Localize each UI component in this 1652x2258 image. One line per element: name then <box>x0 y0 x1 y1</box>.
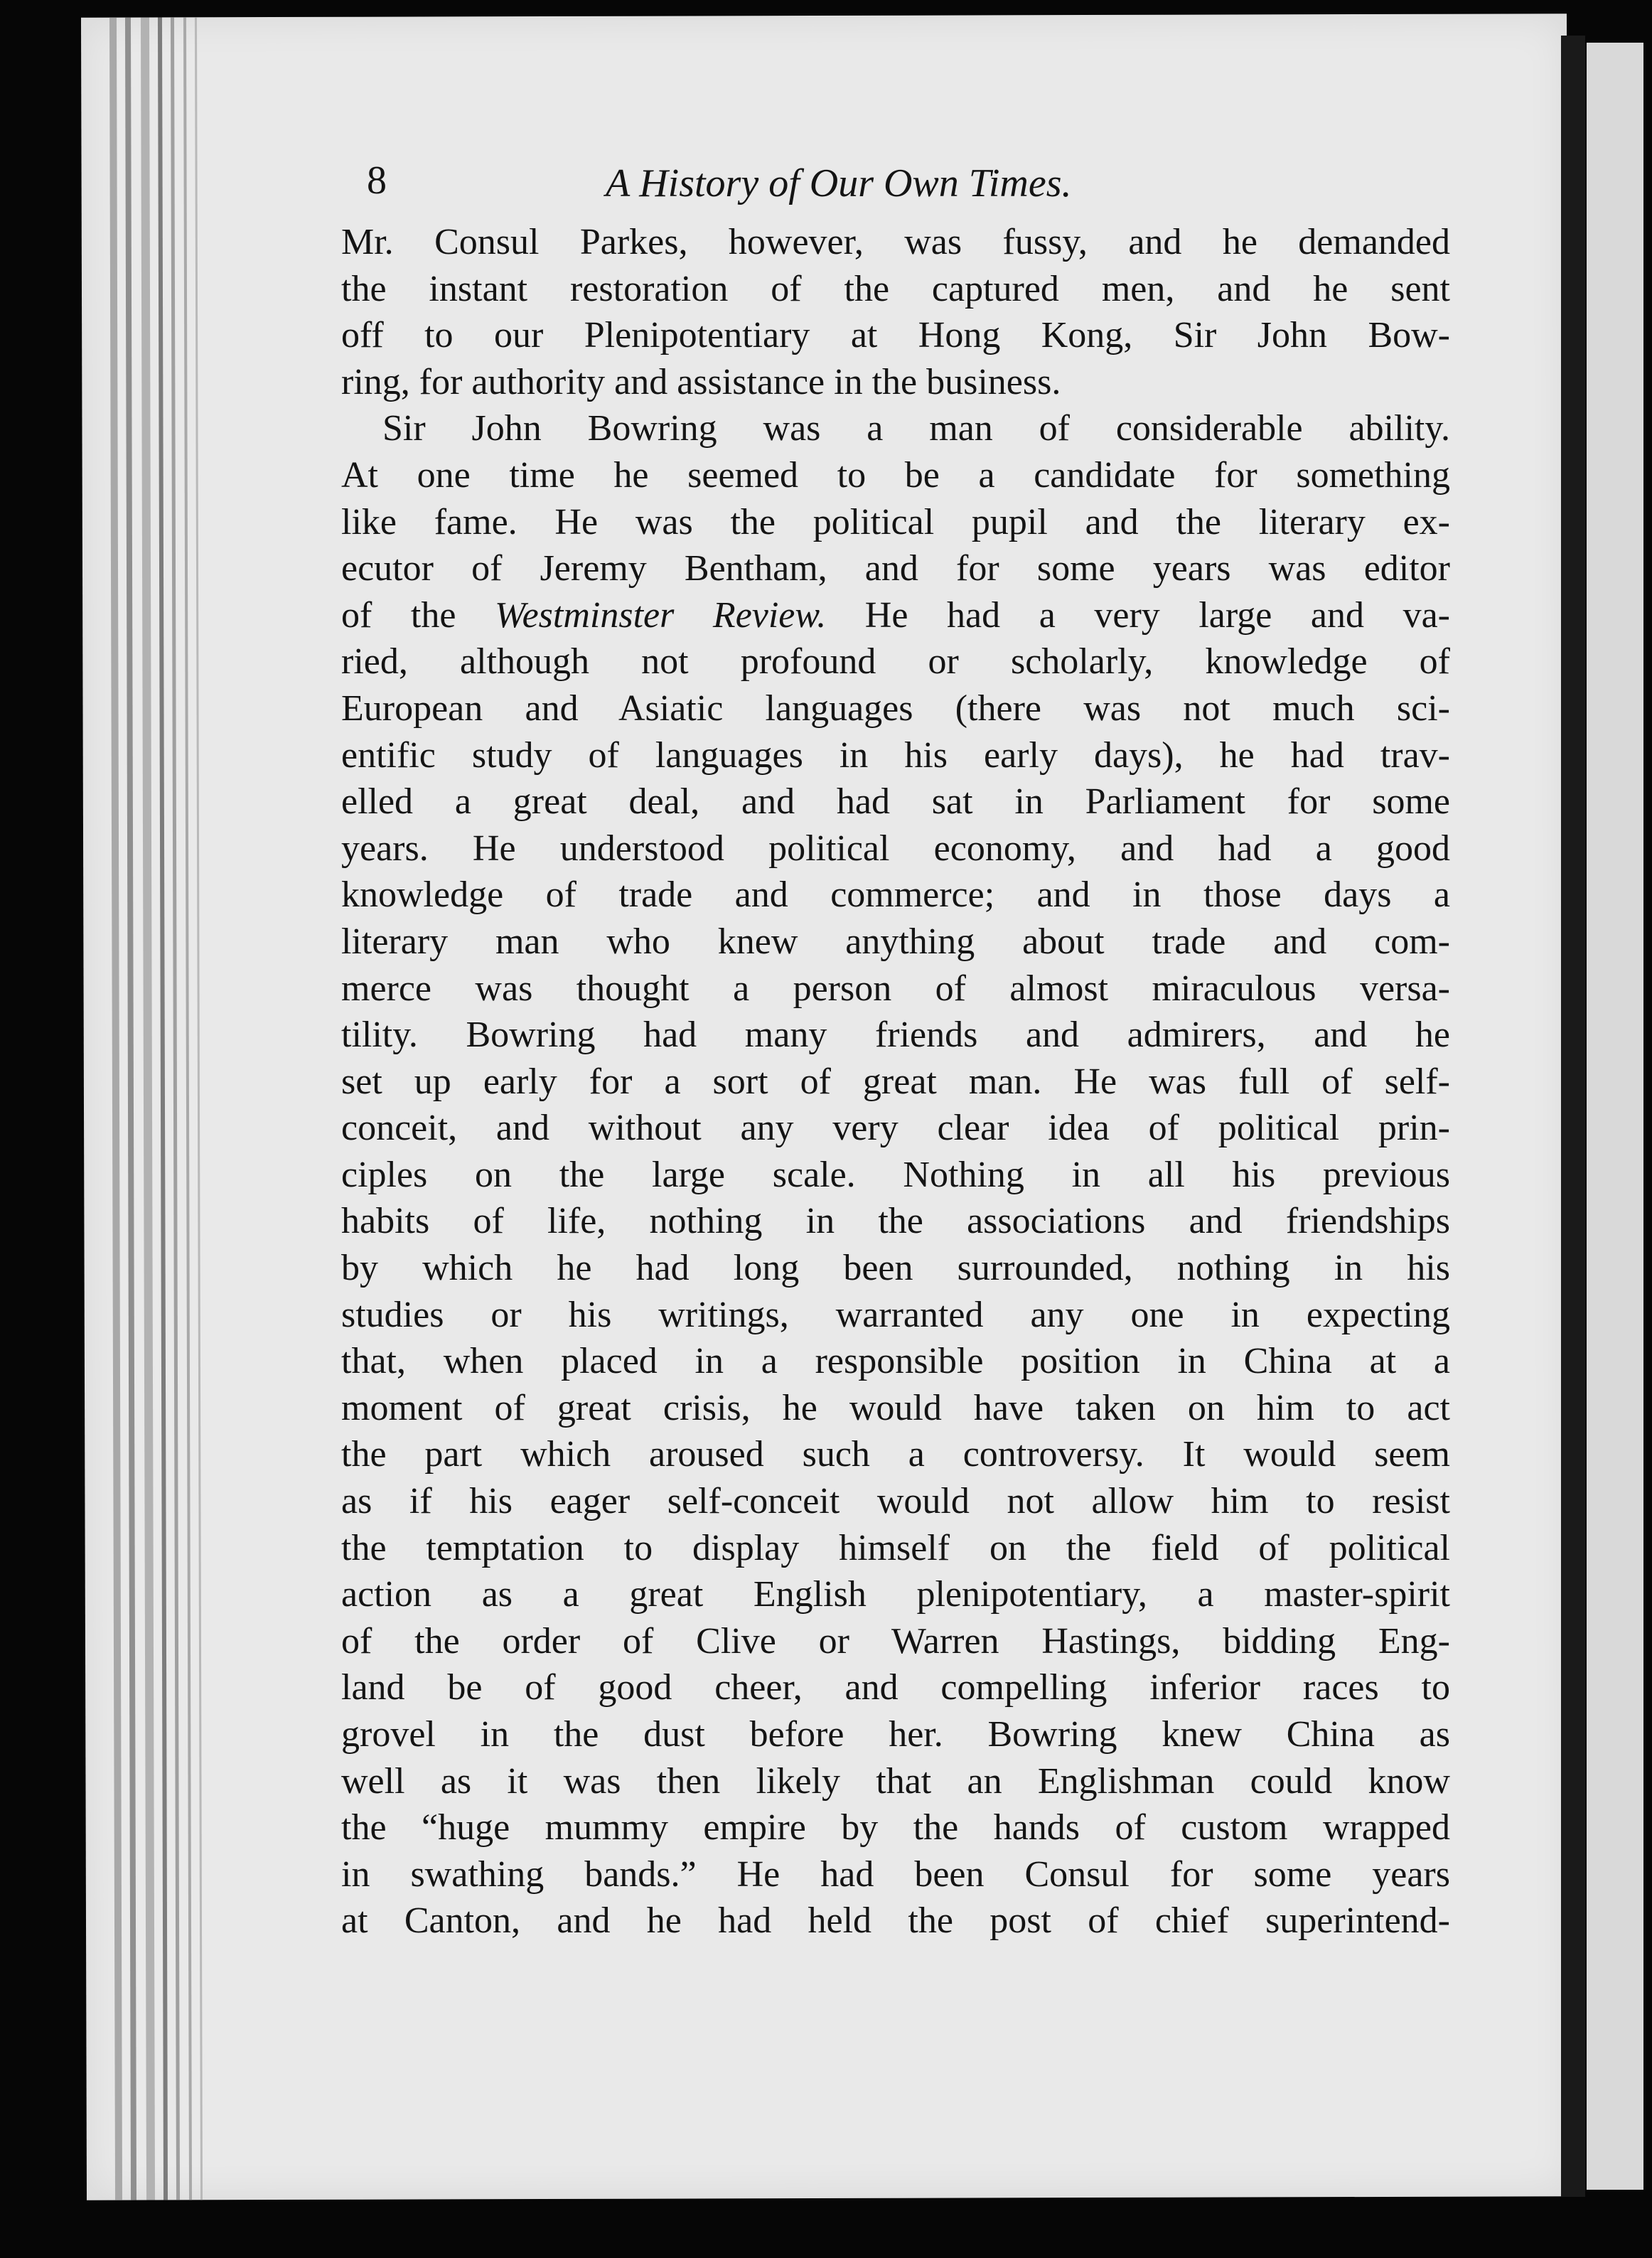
text-line: entific study of languages in his early days), he had trav- <box>341 734 1450 776</box>
text-line: that, when placed in a responsible position in China at a <box>341 1341 1450 1382</box>
book-gutter <box>1561 36 1585 2197</box>
text-fragment: of the <box>341 594 495 636</box>
page-header <box>341 158 1450 219</box>
text-line: the temptation to display himself on the field of political <box>341 1527 1450 1568</box>
text-line: at Canton, and he had held the post of chief superintend- <box>341 1900 1450 1942</box>
text-line: off to our Plenipotentiary at Hong Kong, Sir John Bow- <box>341 315 1450 356</box>
page-edge <box>141 17 155 2200</box>
text-line-with-title <box>341 592 1450 639</box>
text-line: ecutor of Jeremy Bentham, and for some years was editor <box>341 548 1450 589</box>
text-line: merce was thought a person of almost miraculous versa- <box>341 968 1450 1009</box>
body-text <box>341 219 1450 1944</box>
page-number: 8 <box>367 159 387 203</box>
text-line: elled a great deal, and had sat in Parliament for some <box>341 781 1450 823</box>
text-line: ried, although not profound or scholarly, knowledge of <box>341 641 1450 683</box>
text-line: conceit, and without any very clear idea of political prin- <box>341 1108 1450 1149</box>
page-edge <box>171 17 180 2200</box>
text-line: moment of great crisis, he would have taken on him to act <box>341 1387 1450 1428</box>
text-line: ring, for authority and assistance in the business. <box>341 361 1061 402</box>
text-line: literary man who knew anything about trade and com- <box>341 921 1450 962</box>
text-line: ciples on the large scale. Nothing in all his previous <box>341 1154 1450 1195</box>
text-line: like fame. He was the political pupil and the literary ex- <box>341 501 1450 542</box>
facing-page-edge <box>1587 43 1643 2190</box>
text-line: the part which aroused such a controversy. It would seem <box>341 1434 1450 1475</box>
text-line: set up early for a sort of great man. He was full of self- <box>341 1061 1450 1102</box>
text-line: land be of good cheer, and compelling inferior races to <box>341 1667 1450 1708</box>
text-line: action as a great English plenipotentiary, a master-spirit <box>341 1574 1450 1615</box>
page-edge <box>183 17 192 2200</box>
text-line: well as it was then likely that an Englishman could know <box>341 1760 1450 1802</box>
text-line: At one time he seemed to be a candidate for something <box>341 454 1450 496</box>
text-line: by which he had long been surrounded, nothing in his <box>341 1248 1450 1289</box>
text-line: studies or his writings, warranted any one in expecting <box>341 1294 1450 1335</box>
text-line: as if his eager self-conceit would not allow him to resist <box>341 1481 1450 1522</box>
text-line: the instant restoration of the captured men, and he sent <box>341 268 1450 309</box>
text-line: years. He understood political economy, and had a good <box>341 828 1450 869</box>
text-line: knowledge of trade and commerce; and in those days a <box>341 874 1450 916</box>
text-line: grovel in the dust before her. Bowring knew China as <box>341 1714 1450 1755</box>
text-line: Mr. Consul Parkes, however, was fussy, and he demanded <box>341 222 1450 262</box>
page-edge <box>125 18 136 2200</box>
text-line: tility. Bowring had many friends and admirers, and he <box>341 1015 1450 1056</box>
text-line: of the order of Clive or Warren Hastings, bidding Eng- <box>341 1620 1450 1662</box>
page-edge <box>158 17 168 2200</box>
periodical-title: Westminster Review. <box>495 594 827 636</box>
text-line: the “huge mummy empire by the hands of custom wrapped <box>341 1807 1450 1848</box>
page-edge <box>109 18 122 2200</box>
running-title: A History of Our Own Times. <box>606 161 1072 205</box>
text-line: European and Asiatic languages (there was not much sci- <box>341 687 1450 729</box>
text-line: Sir John Bowring was a man of considerable ability. <box>382 408 1450 449</box>
text-line: habits of life, nothing in the associations and friendships <box>341 1201 1450 1242</box>
text-line: in swathing bands.” He had been Consul for some years <box>341 1853 1450 1895</box>
page-edge <box>195 17 203 2200</box>
page-text-block <box>341 158 1450 1944</box>
text-fragment: He had a very large and va- <box>826 594 1451 636</box>
